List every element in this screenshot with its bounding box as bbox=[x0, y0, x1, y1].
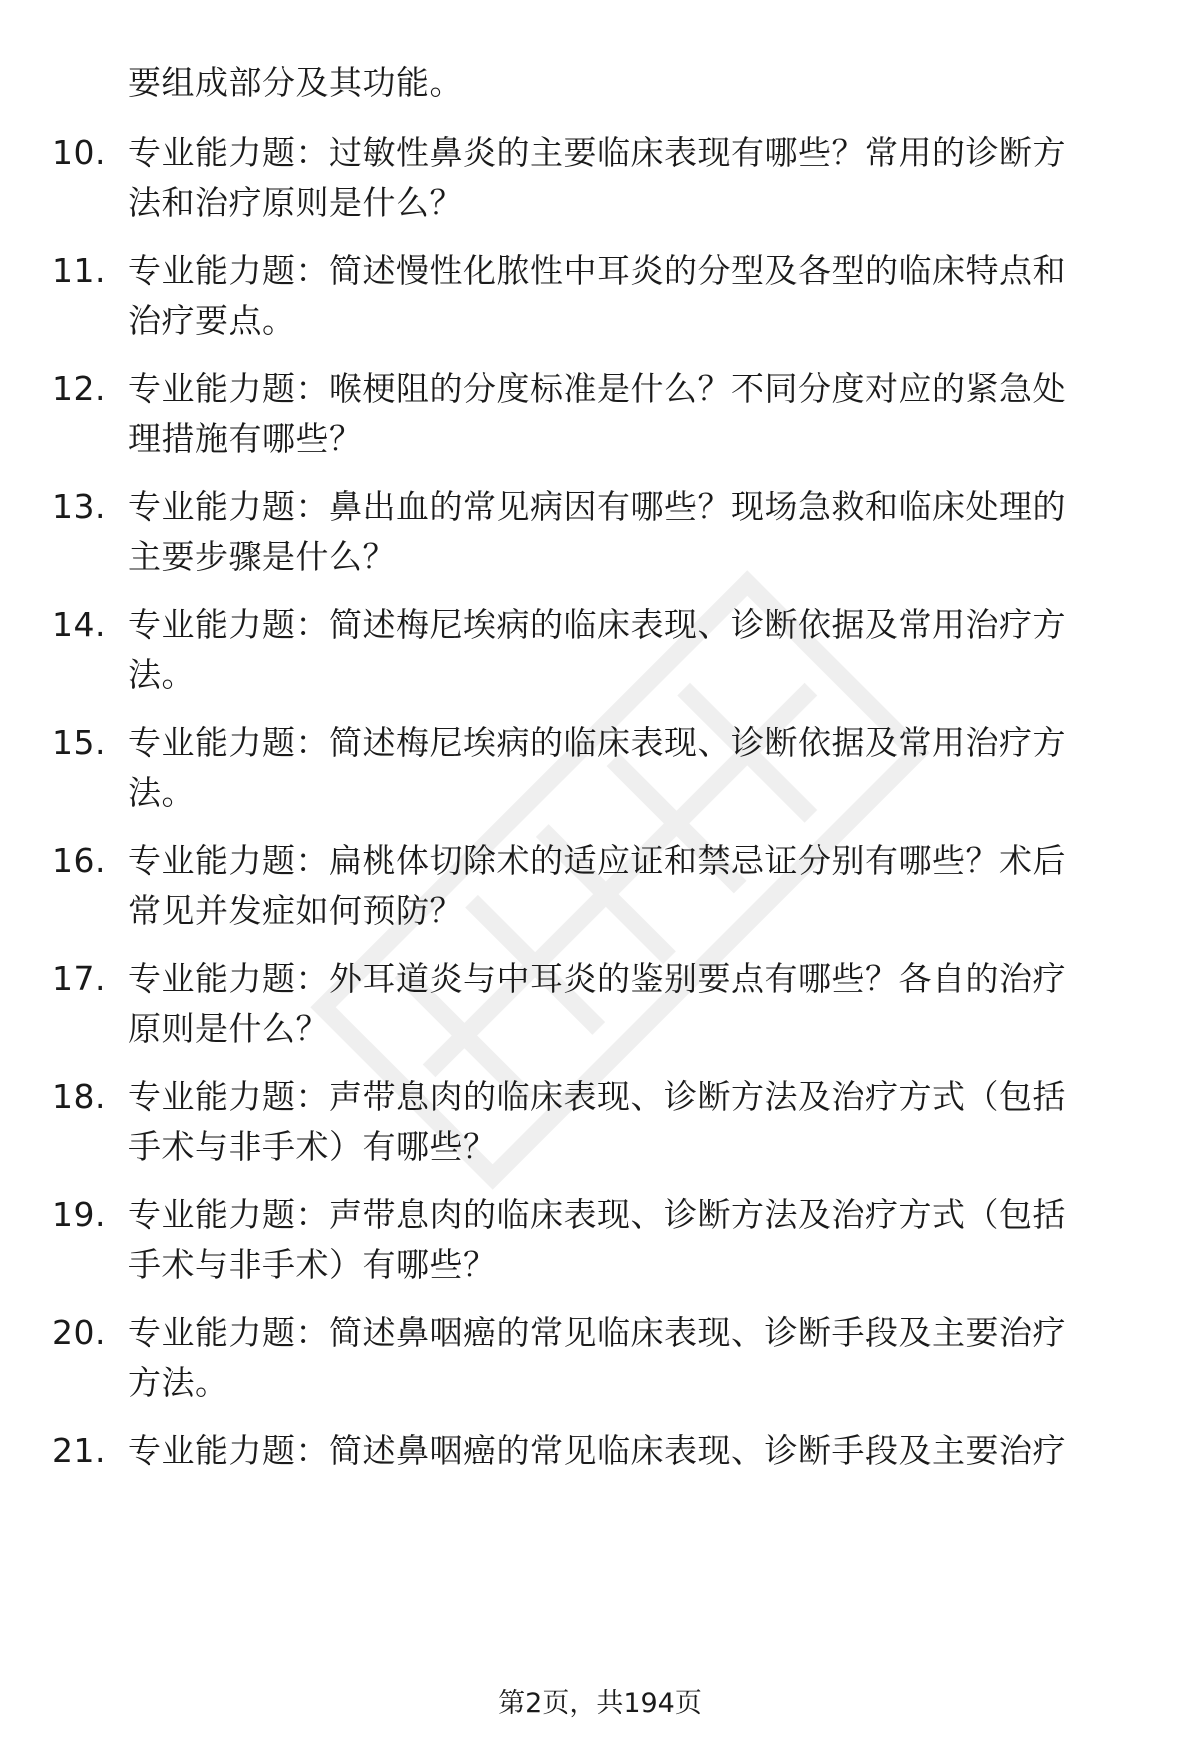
question-number: 20. bbox=[52, 1313, 106, 1352]
question-text bbox=[128, 128, 1148, 228]
question-line: 常见并发症如何预防？ bbox=[128, 891, 463, 930]
question-line: 专业能力题：简述鼻咽癌的常见临床表现、诊断手段及主要治疗 bbox=[128, 1431, 1066, 1470]
question-line: 专业能力题：简述鼻咽癌的常见临床表现、诊断手段及主要治疗 bbox=[128, 1313, 1066, 1352]
question-number: 18. bbox=[52, 1077, 106, 1116]
question-line: 专业能力题：声带息肉的临床表现、诊断方法及治疗方式（包括 bbox=[128, 1077, 1066, 1116]
question-line: 手术与非手术）有哪些？ bbox=[128, 1127, 497, 1166]
question-text bbox=[128, 600, 1148, 700]
question-number: 21. bbox=[52, 1431, 106, 1470]
question-line: 法。 bbox=[128, 773, 195, 812]
question-number: 12. bbox=[52, 369, 106, 408]
question-line: 主要步骤是什么？ bbox=[128, 537, 396, 576]
question-line: 法。 bbox=[128, 655, 195, 694]
question-number: 19. bbox=[52, 1195, 106, 1234]
question-line: 手术与非手术）有哪些？ bbox=[128, 1245, 497, 1284]
question-line: 专业能力题：鼻出血的常见病因有哪些？现场急救和临床处理的 bbox=[128, 487, 1066, 526]
question-line: 专业能力题：简述梅尼埃病的临床表现、诊断依据及常用治疗方 bbox=[128, 605, 1066, 644]
question-number: 16. bbox=[52, 841, 106, 880]
question-item bbox=[0, 128, 1200, 228]
question-number: 17. bbox=[52, 959, 106, 998]
question-line: 专业能力题：扁桃体切除术的适应证和禁忌证分别有哪些？术后 bbox=[128, 841, 1066, 880]
question-line: 法和治疗原则是什么？ bbox=[128, 183, 463, 222]
question-item bbox=[0, 482, 1200, 582]
question-item bbox=[0, 1190, 1200, 1290]
page-number-footer: 第2页，共194页 bbox=[498, 1688, 702, 1719]
question-line: 原则是什么？ bbox=[128, 1009, 329, 1048]
question-text bbox=[128, 954, 1148, 1054]
question-number: 13. bbox=[52, 487, 106, 526]
question-item bbox=[0, 836, 1200, 936]
question-item bbox=[0, 718, 1200, 818]
question-number: 14. bbox=[52, 605, 106, 644]
question-text bbox=[128, 1072, 1148, 1172]
question-line: 专业能力题：简述慢性化脓性中耳炎的分型及各型的临床特点和 bbox=[128, 251, 1066, 290]
question-text bbox=[128, 1426, 1148, 1476]
question-line: 专业能力题：喉梗阻的分度标准是什么？不同分度对应的紧急处 bbox=[128, 369, 1066, 408]
question-number: 11. bbox=[52, 251, 106, 290]
question-text bbox=[128, 246, 1148, 346]
question-text bbox=[128, 1308, 1148, 1408]
question-item bbox=[0, 364, 1200, 464]
question-line: 理措施有哪些？ bbox=[128, 419, 363, 458]
question-item bbox=[0, 1072, 1200, 1172]
question-number: 10. bbox=[52, 133, 106, 172]
question-text bbox=[128, 482, 1148, 582]
continuation-line: 要组成部分及其功能。 bbox=[128, 63, 463, 102]
question-line: 专业能力题：外耳道炎与中耳炎的鉴别要点有哪些？各自的治疗 bbox=[128, 959, 1066, 998]
question-item bbox=[0, 954, 1200, 1054]
question-text bbox=[128, 718, 1148, 818]
question-line: 方法。 bbox=[128, 1363, 229, 1402]
question-number: 15. bbox=[52, 723, 106, 762]
question-line: 专业能力题：简述梅尼埃病的临床表现、诊断依据及常用治疗方 bbox=[128, 723, 1066, 762]
question-item bbox=[0, 1426, 1200, 1526]
question-text bbox=[128, 1190, 1148, 1290]
question-line: 专业能力题：声带息肉的临床表现、诊断方法及治疗方式（包括 bbox=[128, 1195, 1066, 1234]
question-item bbox=[0, 246, 1200, 346]
question-line: 专业能力题：过敏性鼻炎的主要临床表现有哪些？常用的诊断方 bbox=[128, 133, 1066, 172]
question-text bbox=[128, 836, 1148, 936]
question-item bbox=[0, 600, 1200, 700]
question-line: 治疗要点。 bbox=[128, 301, 296, 340]
question-item bbox=[0, 1308, 1200, 1408]
question-text bbox=[128, 364, 1148, 464]
